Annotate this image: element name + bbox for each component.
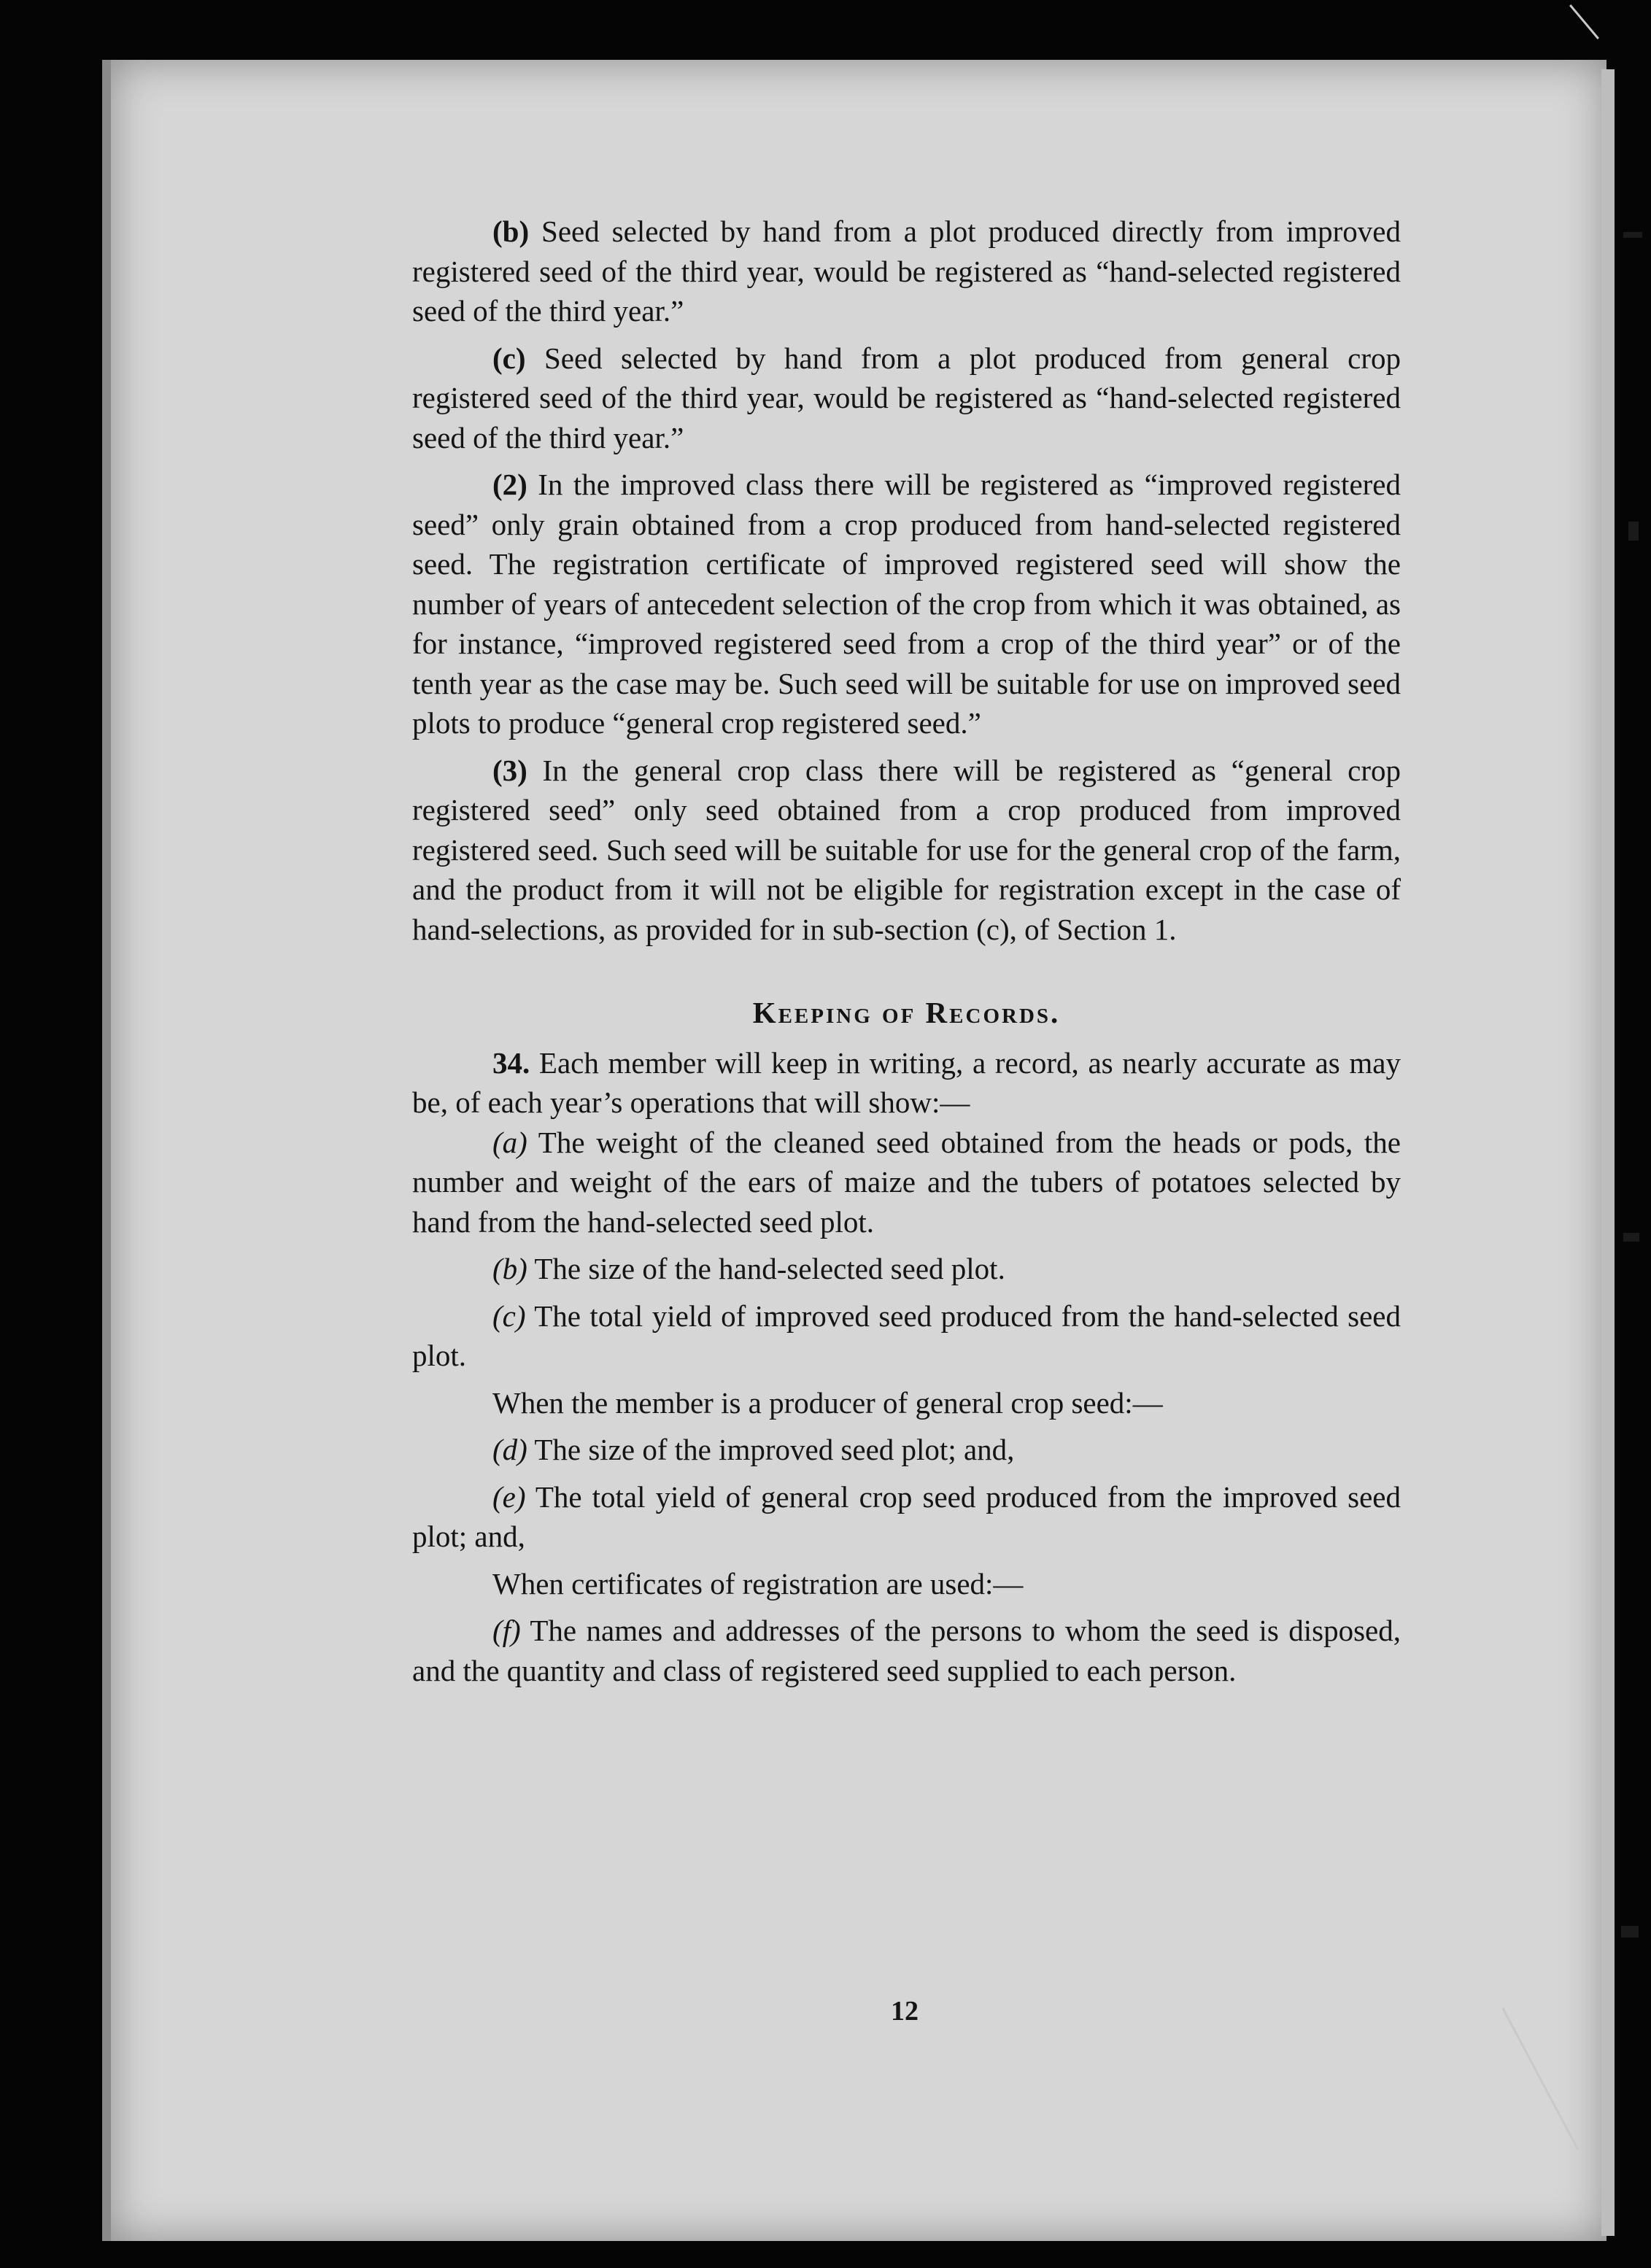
record-f: [412, 1611, 1401, 1690]
record-label: (e): [492, 1479, 526, 1514]
record-text: When certificates of registration are used:—: [492, 1566, 1024, 1601]
paragraph-text: In the general crop class there will be registered as “general crop registered seed” only seed obtained from a crop produced from improved registered seed. Such seed will be suitable for use for the general crop of the farm, and the product from it will not be eligible for registration except in the case of hand-selections, as provided for in sub-section (c), of Section 1.: [412, 753, 1401, 946]
record-label: 34.: [492, 1045, 530, 1080]
record-label: (d): [492, 1433, 527, 1466]
paragraph-label: (3): [492, 753, 527, 787]
record-a: [412, 1123, 1401, 1242]
scan-blemish: [1623, 232, 1642, 238]
record-text: The size of the improved seed plot; and,: [534, 1433, 1015, 1466]
record-b: [412, 1249, 1401, 1289]
record-d: [412, 1430, 1401, 1470]
scan-blemish: [1623, 1233, 1639, 1242]
record-text: The total yield of general crop seed produced from the improved seed plot; and,: [412, 1479, 1401, 1553]
paragraph-3: [412, 751, 1401, 950]
record-text: When the member is a producer of general crop seed:—: [492, 1385, 1163, 1420]
record-intro-certificates: [412, 1564, 1401, 1604]
scan-scratch: [1569, 4, 1599, 39]
paragraph-2: [412, 465, 1401, 743]
record-label: (a): [492, 1125, 527, 1159]
record-c: [412, 1296, 1401, 1376]
paragraph-b: [412, 212, 1401, 331]
record-text: The total yield of improved seed produced from the hand-selected seed plot.: [412, 1299, 1401, 1372]
record-text: Each member will keep in writing, a record, as nearly accurate as may be, of each year’s operations that will show:—: [412, 1045, 1401, 1119]
paragraph-label: (c): [492, 341, 526, 375]
paragraph-text: In the improved class there will be registered as “improved registered seed” only grain obtained from a crop produced from hand-selected registered seed. The registration certificate of improved registered seed will show the number of years of antecedent selection of the crop from which it was obtained, as for instance, “improved registered seed from a crop of the third year” or of the tenth year as the case may be. Such seed will be suitable for use on improved seed plots to produce “general crop registered seed.”: [412, 468, 1401, 740]
page-number: 12: [891, 1996, 919, 2027]
page-right-edge: [1601, 69, 1615, 2236]
paragraph-label: (b): [492, 214, 530, 248]
section-heading: Keeping of Records.: [752, 996, 1061, 1029]
record-text: The size of the hand-selected seed plot.: [534, 1252, 1005, 1285]
record-label: (f): [492, 1614, 521, 1647]
record-label: (b): [492, 1252, 527, 1285]
scan-blemish: [1621, 1926, 1639, 1938]
record-34: [412, 1043, 1401, 1123]
document-body: [412, 212, 1401, 1698]
record-text: The names and addresses of the persons to whom the seed is disposed, and the quantity and class of registered seed supplied to each person.: [412, 1614, 1401, 1687]
record-label: (c): [492, 1299, 526, 1333]
scan-blemish: [1628, 522, 1639, 541]
paragraph-c: [412, 338, 1401, 458]
paragraph-text: Seed selected by hand from a plot produced directly from improved registered seed of the third year, would be registered as “hand-selected registered seed of the third year.”: [412, 214, 1401, 328]
paragraph-text: Seed selected by hand from a plot produced from general crop registered seed of the third year, would be registered as “hand-selected registered seed of the third year.”: [412, 341, 1401, 454]
paragraph-label: (2): [492, 468, 527, 501]
record-text: The weight of the cleaned seed obtained from the heads or pods, the number and weight of the ears of maize and the tubers of potatoes selected by hand from the hand-selected seed plot.: [412, 1125, 1401, 1239]
record-e: [412, 1477, 1401, 1557]
record-intro-general-crop: [412, 1383, 1401, 1423]
